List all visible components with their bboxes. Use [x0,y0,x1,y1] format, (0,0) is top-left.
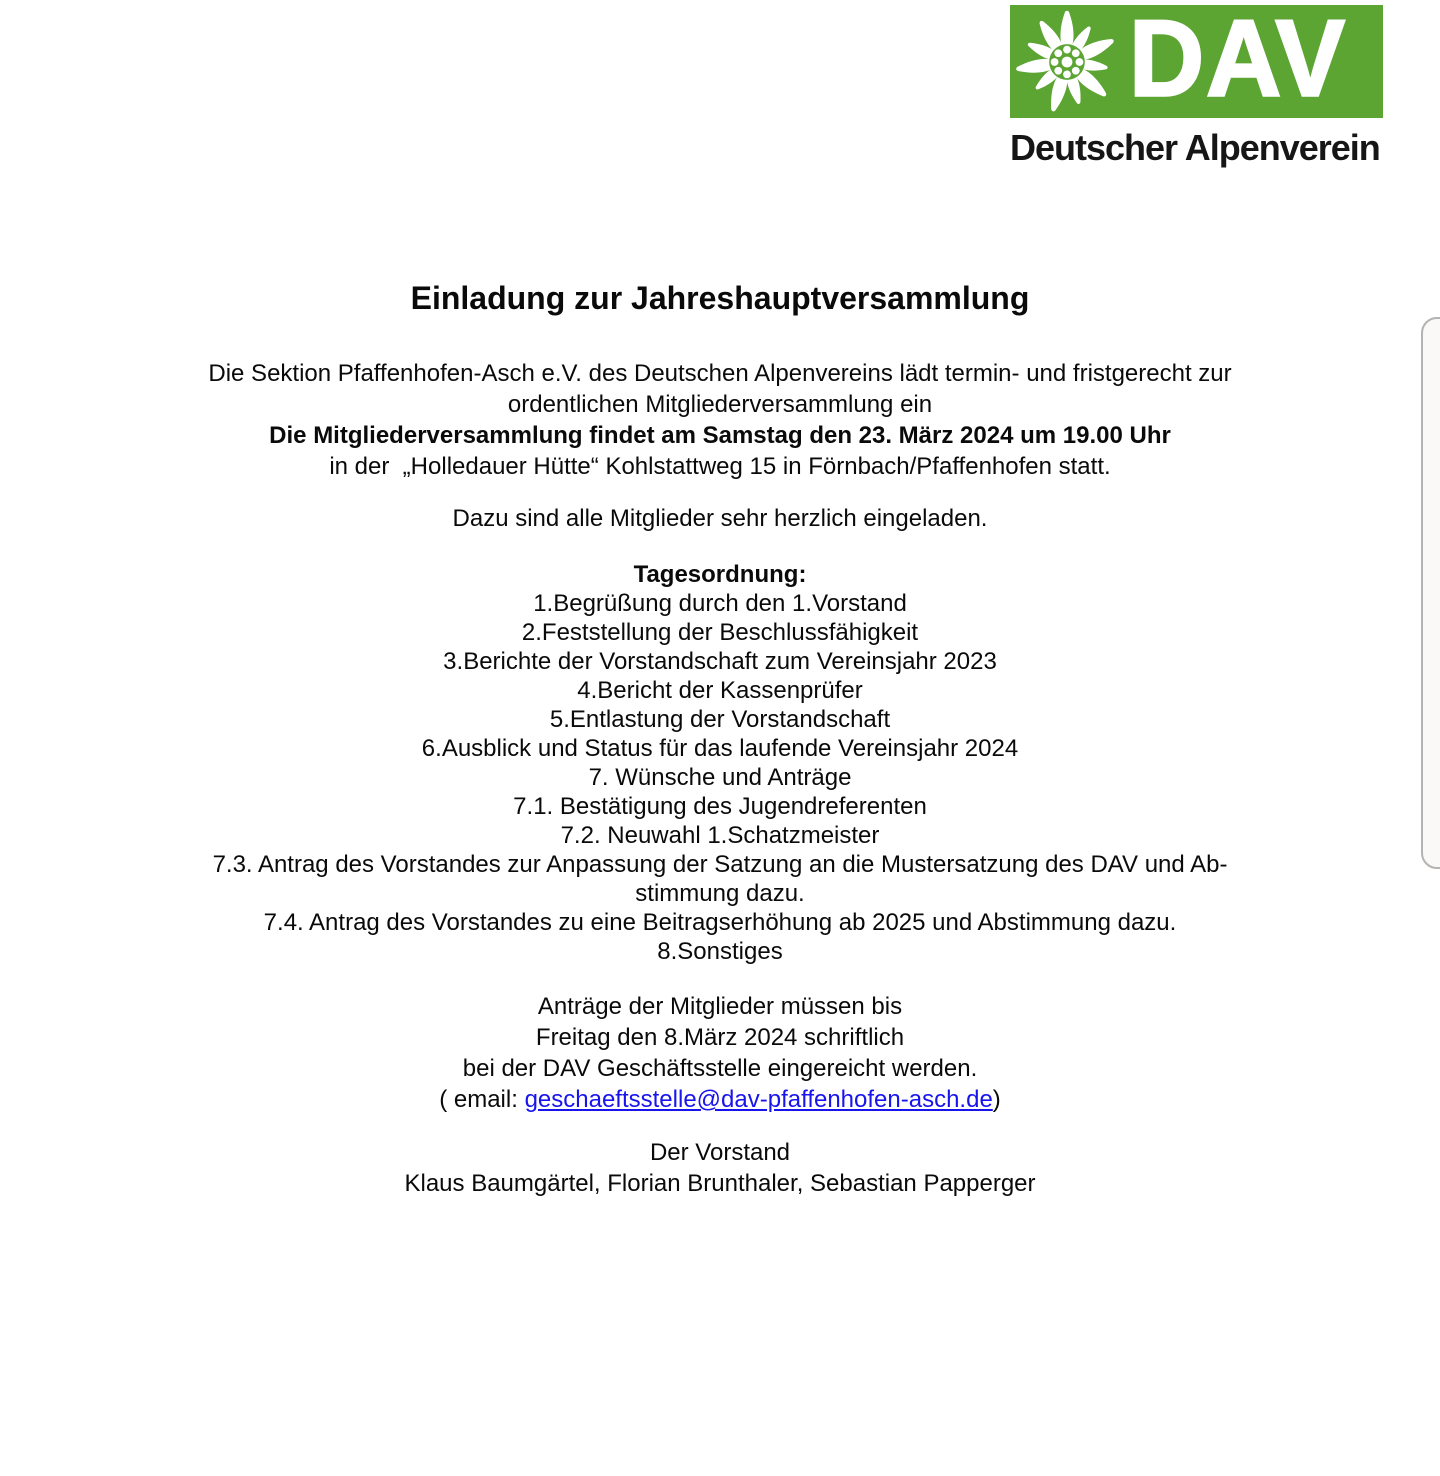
dav-logo-box [1010,5,1383,118]
agenda-item: 7.2. Neuwahl 1.Schatzmeister [560,822,880,849]
deadline-paragraph [149,991,1291,1115]
meeting-date-line: Die Mitgliederversammlung findet am Samstag den 23. März 2024 um 19.00 Uhr [269,422,1171,449]
agenda-item: 1.Begrüßung durch den 1.Vorstand [533,590,907,617]
intro-line: ordentlichen Mitgliederversammlung ein [507,391,933,418]
agenda-item: 2.Feststellung der Beschlussfähigkeit [521,619,919,646]
deadline-line: bei der DAV Geschäftsstelle eingereicht werden. [462,1055,978,1082]
agenda-item: 8.Sonstiges [657,938,783,965]
agenda-item: 6.Ausblick und Status für das laufende Vereinsjahr 2024 [421,735,1019,762]
agenda-item: 7.4. Antrag des Vorstandes zu eine Beitragserhöhung ab 2025 und Abstimmung dazu. [263,909,1177,936]
scrollbar-thumb[interactable] [1421,317,1440,869]
page-title: Einladung zur Jahreshauptversammlung [410,280,1030,316]
email-prefix: ( email: [439,1086,525,1113]
signature-names: Klaus Baumgärtel, Florian Brunthaler, Sebastian Papperger [404,1170,1036,1197]
intro-paragraph [149,358,1291,482]
agenda-item: 3.Berichte der Vorstandschaft zum Vereinsjahr 2023 [443,648,997,675]
deadline-line: Freitag den 8.März 2024 schriftlich [535,1024,905,1051]
dav-logo [1010,5,1385,169]
agenda-section [149,560,1291,966]
agenda-item-continuation: stimmung dazu. [635,880,805,907]
dav-wordmark: DAV [1129,5,1347,118]
intro-line: Die Sektion Pfaffenhofen-Asch e.V. des Deutschen Alpenvereins lädt termin- und fristgerecht zur [208,360,1232,387]
agenda-item: 5.Entlastung der Vorstandschaft [549,706,891,733]
dav-logo-subtitle: Deutscher Alpenverein [1010,127,1380,168]
agenda-item: 7.1. Bestätigung des Jugendreferenten [513,793,927,820]
document-page [149,280,1291,1199]
email-suffix: ) [992,1086,1001,1113]
meeting-location-line: in der „Holledauer Hütte“ Kohlstattweg 15 in Förnbach/Pfaffenhofen statt. [329,453,1111,480]
email-link[interactable]: geschaeftsstelle@dav-pfaffenhofen-asch.de [524,1086,993,1113]
deadline-line: Anträge der Mitglieder müssen bis [537,993,903,1020]
agenda-item: 7.3. Antrag des Vorstandes zur Anpassung der Satzung an die Mustersatzung des DAV und Ab- [212,851,1228,878]
email-line [149,1084,1291,1115]
agenda-heading: Tagesordnung: [633,561,807,588]
agenda-item: 7. Wünsche und Anträge [588,764,852,791]
signature-block [149,1137,1291,1199]
edelweiss-icon [1013,8,1121,116]
invitation-line: Dazu sind alle Mitglieder sehr herzlich eingeladen. [452,505,988,532]
signature-title: Der Vorstand [649,1139,791,1166]
agenda-item: 4.Bericht der Kassenprüfer [577,677,863,704]
